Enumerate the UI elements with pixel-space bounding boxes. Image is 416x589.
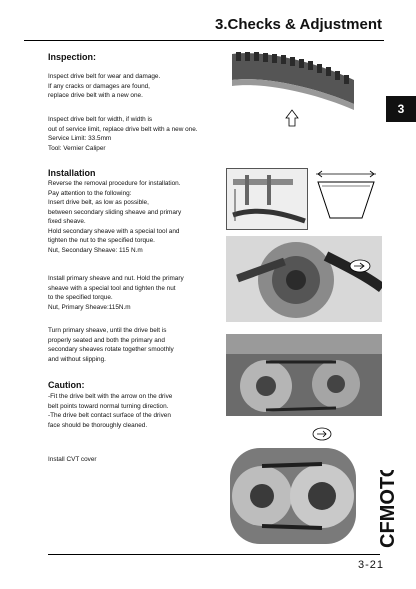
text-line: out of service limit, replace drive belt with a new one. [48, 125, 198, 133]
text-line: If any cracks or damages are found, [48, 82, 150, 90]
text-line: between secondary sliding sheave and primary [48, 208, 182, 216]
caution-text [48, 392, 213, 430]
installation-para-1 [48, 179, 213, 255]
text-line: replace drive belt with a new one. [48, 92, 143, 99]
cfmoto-logo [364, 470, 404, 550]
belt-section-diagram [310, 166, 382, 232]
cvt-sheaves-photo [226, 334, 382, 416]
text-line: Insert drive belt, as low as possible, [48, 199, 149, 206]
logo-text: CFMOTO [377, 470, 399, 548]
text-line: sheave with a special tool and tighten the nut [48, 284, 176, 292]
text-line: Pay attention to the following: [48, 189, 132, 197]
text-line: Hold secondary sheave with a special tool and [48, 227, 180, 235]
text-line: Install primary sheave and nut. Hold the primary [48, 275, 184, 282]
chapter-tab: 3 [386, 96, 416, 122]
page-title: 3.Checks & Adjustment [215, 16, 382, 33]
caution-heading: Caution: [48, 380, 85, 390]
text-line: properly seated and both the primary and [48, 336, 165, 344]
belt-direction-photo [226, 424, 360, 546]
text-line: Inspect drive belt for width, if width is [48, 116, 153, 123]
text-line: Install CVT cover [48, 456, 97, 463]
text-line: tighten the nut to the specified torque. [48, 237, 155, 244]
text-line: fixed sheave. [48, 218, 86, 225]
inspection-heading: Inspection: [48, 52, 97, 62]
text-line: and without slipping. [48, 355, 106, 363]
footer-rule [48, 554, 380, 555]
text-line: Nut, Primary Sheave:115N.m [48, 303, 131, 311]
text-line: Inspect drive belt for wear and damage. [48, 73, 161, 80]
header-rule [24, 40, 384, 41]
text-line: Turn primary sheave, until the drive belt is [48, 327, 167, 334]
text-line: to the specified torque. [48, 294, 113, 301]
drive-belt-photo [232, 46, 354, 164]
text-line: Nut, Secondary Sheave: 115 N.m [48, 246, 143, 254]
inspection-para-2 [48, 115, 213, 153]
page-number: 3-21 [357, 559, 384, 571]
secondary-sheave-photo [226, 236, 382, 322]
page-header [0, 0, 416, 44]
text-line: secondary sheaves rotate together smoothly [48, 346, 174, 353]
installation-para-2 [48, 274, 213, 312]
text-line: Service Limit: 33.5mm [48, 135, 112, 142]
caliper-measure-photo [226, 168, 308, 230]
text-line: face should be thoroughly cleaned. [48, 421, 148, 429]
text-line: -The drive belt contact surface of the driven [48, 412, 171, 419]
text-line: Tool: Vernier Caliper [48, 144, 106, 152]
inspection-para-1 [48, 72, 213, 101]
text-line: -Fit the drive belt with the arrow on the drive [48, 393, 173, 400]
text-line: belt points toward normal turning direction. [48, 402, 169, 410]
final-step [48, 455, 213, 465]
installation-heading: Installation [48, 168, 96, 178]
installation-para-3 [48, 326, 213, 364]
text-line: Reverse the removal procedure for installation. [48, 180, 181, 187]
